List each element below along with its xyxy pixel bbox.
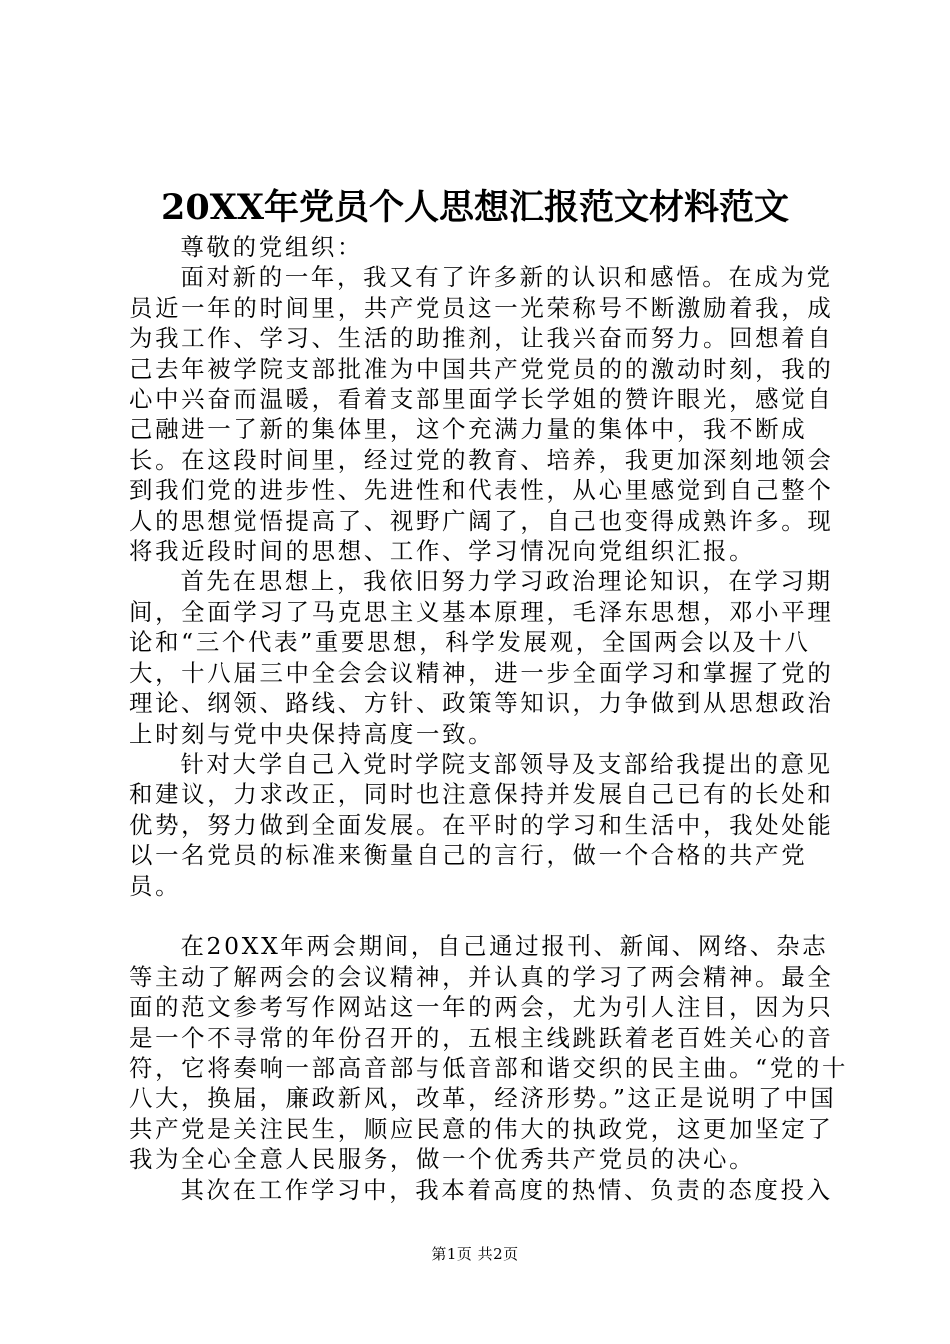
document-body [129,232,854,1205]
paragraph-spacer [129,901,854,931]
paragraph-two-sessions: 在20XX年两会期间，自己通过报刊、新闻、网络、杂志等主动了解两会的会议精神，并认真的学习了两会精神。最全面的范文参考写作网站这一年的两会，尤为引人注目，因为只是一个不寻常的年份召开的，五根主线跳跃着老百姓关心的音符，它将奏响一部高音部与低音部和谐交织的民主曲。“党的十八大，换届，廉政新风，改革，经济形势。”这正是说明了中国共产党是关注民生，顺应民意的伟大的执政党，这更加坚定了我为全心全意人民服务，做一个优秀共产党员的决心。 [129,932,849,1174]
paragraph-reflection: 面对新的一年，我又有了许多新的认识和感悟。在成为党员近一年的时间里，共产党员这一光荣称号不断激励着我，成为我工作、学习、生活的助推剂，让我兴奋而努力。回想着自己去年被学院支部批准为中国共产党党员的的激动时刻，我的心中兴奋而温暖，看着支部里面学长学姐的赞许眼光，感觉自己融进一了新的集体里，这个充满力量的集体中，我不断成长。在这段时间里，经过党的教育、培养，我更加深刻地领会到我们党的进步性、先进性和代表性，从心里感觉到自己整个人的思想觉悟提高了、视野广阔了，自己也变得成熟许多。现将我近段时间的思想、工作、学习情况向党组织汇报。 [129,263,834,566]
document-title: 20XX年党员个人思想汇报范文材料范文 [160,187,790,228]
paragraph-ideology: 首先在思想上，我依旧努力学习政治理论知识，在学习期间，全面学习了马克思主义基本原理，毛泽东思想，邓小平理论和“三个代表”重要思想，科学发展观，全国两会以及十八大，十八届三中全会会议精神，进一步全面学习和掌握了党的理论、纲领、路线、方针、政策等知识，力争做到从思想政治上时刻与党中央保持高度一致。 [129,567,834,748]
paragraph-work-study: 其次在工作学习中，我本着高度的热情、负责的态度投入 [180,1175,833,1204]
salutation: 尊敬的党组织： [180,233,364,261]
paragraph-improvement: 针对大学自己入党时学院支部领导及支部给我提出的意见和建议，力求改正，同时也注意保持并发展自己已有的长处和优势，努力做到全面发展。在平时的学习和生活中，我处处能以一名党员的标准来衡量自己的言行，做一个合格的共产党员。 [129,749,834,900]
page-footer: 第1页 共2页 [431,1245,519,1263]
